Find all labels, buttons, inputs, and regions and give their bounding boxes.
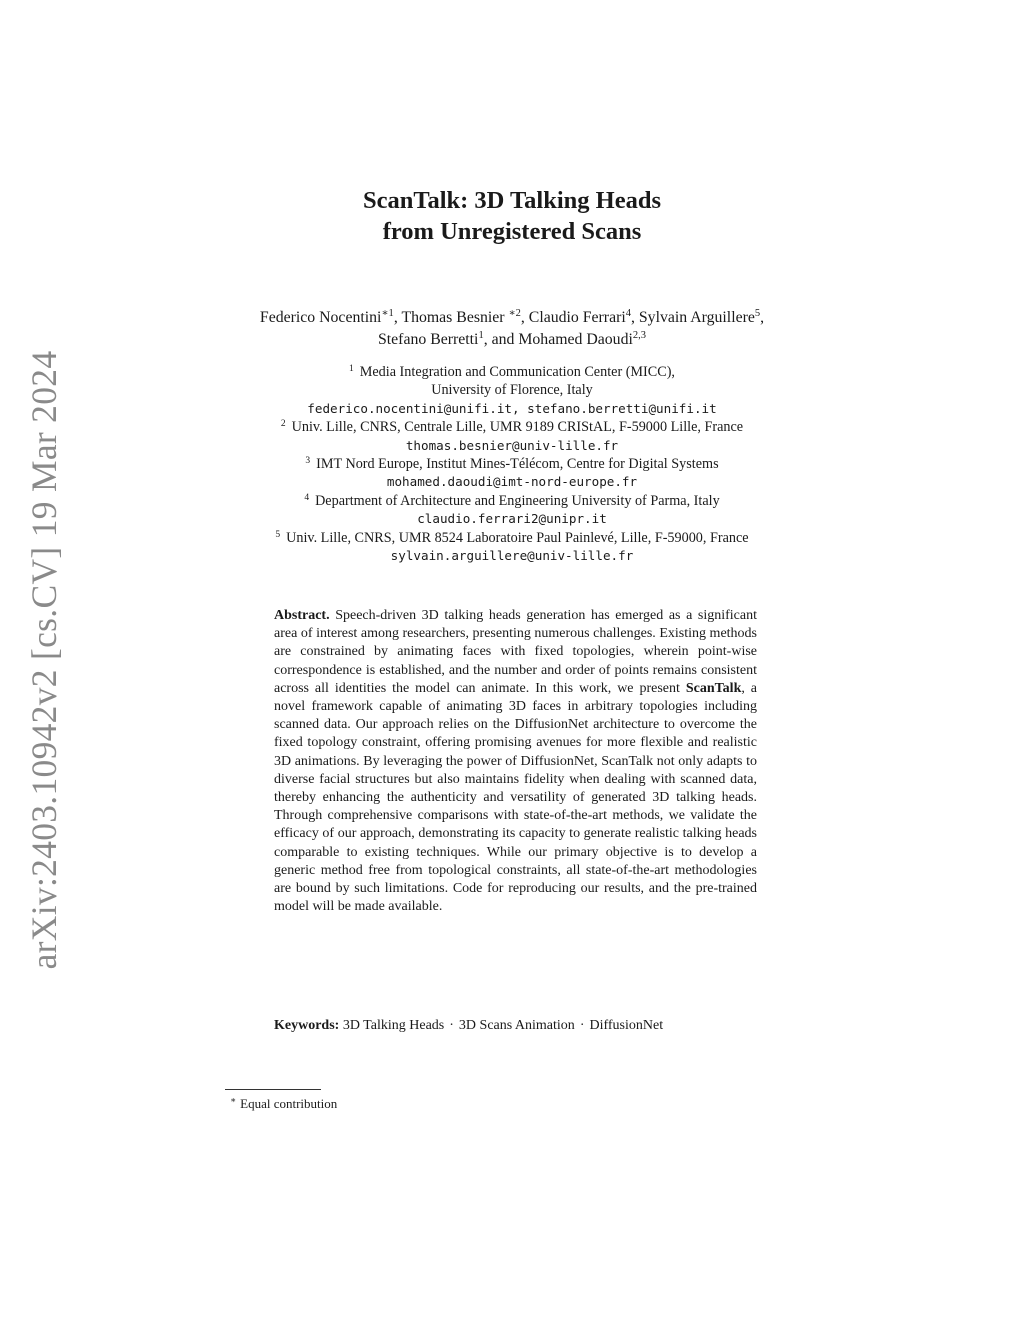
title-line-1: ScanTalk: 3D Talking Heads: [363, 187, 661, 214]
affiliation-text: IMT Nord Europe, Institut Mines-Télécom, Centre for Digital Systems: [316, 456, 719, 473]
affiliation-email: thomas.besnier@univ-lille.fr: [405, 437, 619, 453]
keywords-label: Keywords:: [274, 1018, 340, 1033]
affiliation-mark: 3: [305, 456, 311, 467]
keyword-separator: ·: [579, 1018, 585, 1033]
footnote-mark: ∗: [230, 1095, 237, 1105]
author-name: Sylvain Arguillere: [638, 309, 755, 326]
affiliation-email: mohamed.daoudi@imt-nord-europe.fr: [386, 474, 638, 490]
affiliation-text: Univ. Lille, CNRS, Centrale Lille, UMR 9189 CRIStAL, F-59000 Lille, France: [291, 419, 744, 436]
affiliation-mark: 5: [275, 529, 281, 540]
author-separator: ,: [760, 309, 765, 326]
affiliation-line: [0, 529, 1024, 547]
author-separator: ,: [630, 309, 639, 326]
author-name: Federico Nocentini: [259, 309, 382, 326]
abstract-text-after: , a novel framework capable of animating 3D faces in arbitrary topologies including scanned data. Our approach relies on the DiffusionNet architecture to overcome the fixed topology constraint, offering promising avenues for more flexible and realistic 3D animations. By leveraging the power of DiffusionNet, ScanTalk not only adapts to diverse facial structures but also maintains fidelity when dealing with scanned data, thereby enhancing the authenticity and versatility of generated 3D talking heads. Through comprehensive comparisons with state-of-the-art methods, we validate the efficacy of our approach, demonstrating its capacity to generate realistic talking heads comparable to existing techniques. While our primary objective is to develop a generic method free from topological constraints, all state-of-the-art methodologies are bound by such limitations. Code for reproducing our results, and the pre-trained model will be made available.: [274, 680, 758, 915]
abstract-label: Abstract.: [274, 608, 330, 623]
author-name: Mohamed Daoudi: [518, 331, 633, 348]
keyword-separator: ·: [449, 1018, 454, 1033]
abstract-text-before: Speech-driven 3D talking heads generation has emerged as a significant area of interest among researchers, presenting numerous challenges. Existing methods are constrained by animating faces with fixed topologies, wherein point-wise correspondence is established, and the number and order of points remains consistent across all identities the model can animate. In this work, we present: [274, 608, 758, 696]
author-list: [0, 307, 1024, 351]
arxiv-identifier: arXiv:2403.10942v2 [cs.CV] 19 Mar 2024: [24, 350, 64, 970]
footnote: [230, 1095, 337, 1112]
affiliation-line: [0, 418, 1024, 436]
keywords: [274, 1017, 757, 1035]
author-separator: ,: [520, 309, 529, 326]
affiliation-line: [0, 363, 1024, 381]
keyword-item: 3D Scans Animation: [458, 1018, 575, 1033]
author-name: Stefano Berretti: [378, 331, 479, 348]
affiliation-email: federico.nocentini@unifi.it, stefano.berretti@unifi.it: [307, 400, 717, 416]
abstract-bold-term: ScanTalk: [685, 680, 742, 696]
author-name: Claudio Ferrari: [528, 309, 626, 326]
abstract: [274, 607, 757, 916]
affiliation-text: Department of Architecture and Engineering University of Parma, Italy: [315, 492, 720, 509]
affiliation-line: [0, 455, 1024, 473]
keyword-item: 3D Talking Heads: [342, 1018, 445, 1033]
title-line-2: from Unregistered Scans: [382, 218, 642, 245]
affiliation-email: claudio.ferrari2@unipr.it: [417, 511, 607, 527]
author-line-2: [0, 329, 1024, 351]
author-separator: ,: [393, 309, 402, 326]
author-affiliation-mark: 1: [478, 330, 484, 341]
affiliation-list: [0, 363, 1024, 565]
author-affiliation-mark: ∗2: [508, 308, 521, 319]
footnote-rule: [225, 1089, 321, 1090]
affiliation-mark: 2: [280, 419, 286, 430]
affiliation-line: University of Florence, Italy: [431, 382, 593, 399]
author-affiliation-mark: 5: [754, 308, 761, 319]
author-affiliation-mark: 4: [625, 308, 631, 319]
affiliation-mark: 1: [349, 364, 354, 374]
affiliation-text: Media Integration and Communication Center (MICC),: [359, 364, 675, 380]
affiliation-line: [0, 492, 1024, 510]
author-separator: , and: [483, 331, 519, 348]
author-line-1: [0, 307, 1024, 329]
affiliation-mark: 4: [304, 492, 310, 503]
keyword-item: DiffusionNet: [589, 1018, 664, 1033]
affiliation-email: sylvain.arguillere@univ-lille.fr: [390, 548, 634, 564]
paper-title: [0, 185, 1024, 247]
footnote-text: Equal contribution: [240, 1096, 338, 1111]
affiliation-text: Univ. Lille, CNRS, UMR 8524 Laboratoire Paul Painlevé, Lille, F-59000, France: [286, 529, 749, 546]
author-affiliation-mark: 2,3: [632, 330, 646, 341]
author-name: Thomas Besnier: [401, 309, 509, 326]
author-affiliation-mark: ∗1: [381, 308, 394, 319]
